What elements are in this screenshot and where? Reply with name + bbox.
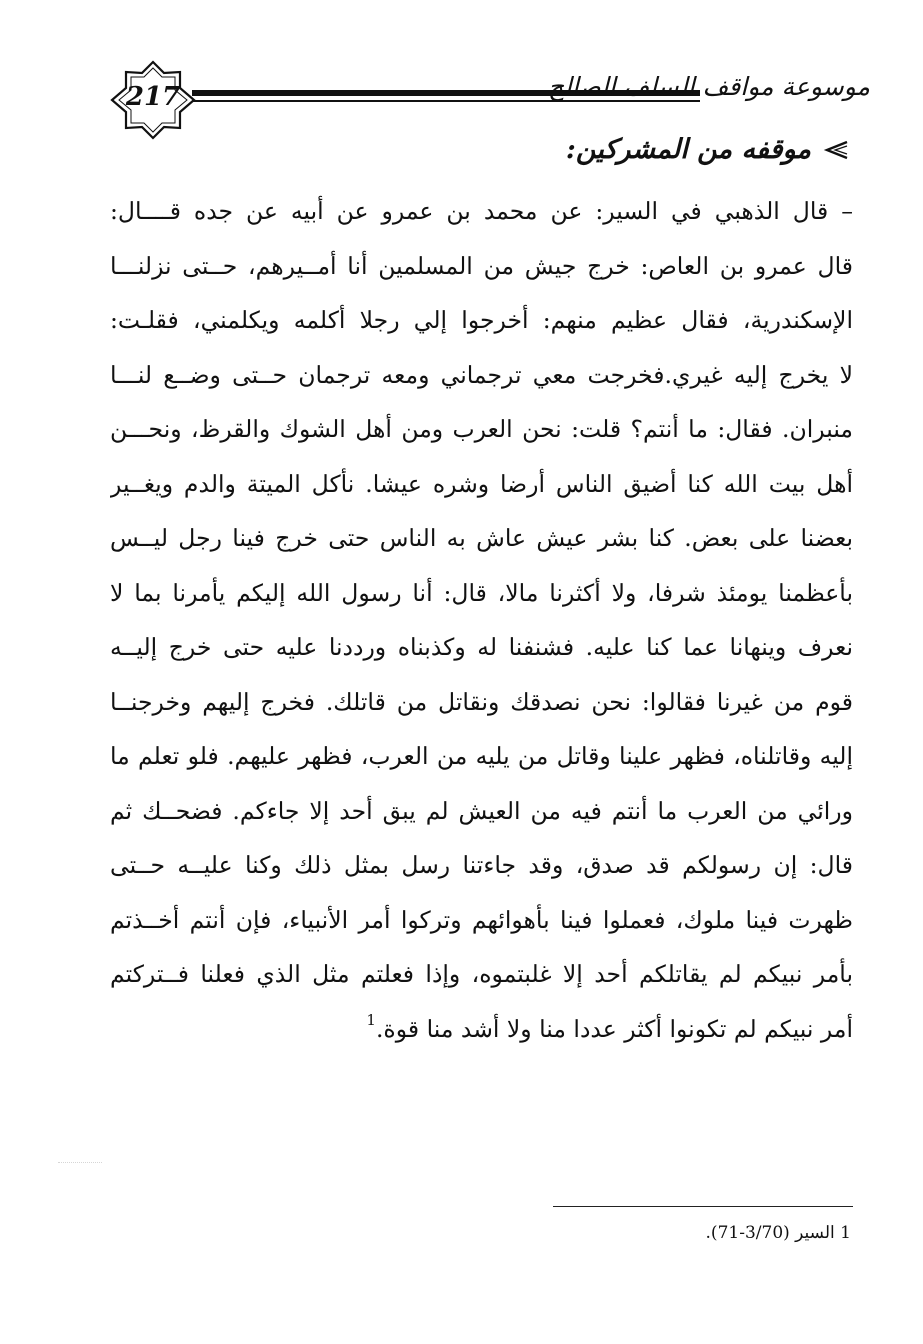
body-line: الإسكندرية، فقال عظيم منهم: أخرجوا إلي رجلا أكلمه ويكلمني، فقلـت: bbox=[110, 306, 853, 334]
body-line: قال: إن رسولكم قد صدق، وقد جاءتنا رسل بمثل ذلك وكنا عليــه حــتى bbox=[110, 851, 853, 879]
body-line: بأمر نبيكم لم يقاتلكم أحد إلا غلبتموه، وإذا فعلتم مثل الذي فعلنا فــتركتم bbox=[110, 960, 853, 988]
section-heading bbox=[566, 134, 849, 165]
body-line: بعضنا على بعض. كنا بشر عيش عاش به الناس حتى خرج فينا رجل ليــس bbox=[110, 524, 853, 552]
body-line: لا يخرج إليه غيري.فخرجت معي ترجماني ومعه ترجمان حــتى وضــع لنـــا bbox=[110, 360, 853, 389]
body-line: قال عمرو بن العاص: خرج جيش من المسلمين أنا أمــيرهم، حــتى نزلنـــا bbox=[110, 251, 853, 280]
body-line: ظهرت فينا ملوك، فعملوا فينا بأهوائهم وتركوا أمر الأنبياء، فإن أنتم أخــذتم bbox=[110, 905, 853, 934]
body-line-last bbox=[110, 1002, 853, 1057]
footnote: 1 السير (3/70-71). bbox=[705, 1223, 851, 1243]
body-line: إليه وقاتلناه، فظهر علينا وقاتل من يليه من العرب، فظهر عليهم. فلو تعلم ما bbox=[110, 742, 853, 770]
running-title: موسوعة مواقف السلف الصالح bbox=[547, 72, 870, 101]
body-line: ورائي من العرب ما أنتم فيه من العيش لم يبق أحد إلا جاءكم. فضحــك ثم bbox=[110, 796, 853, 825]
body-line: أهل بيت الله كنا أضيق الناس أرضا وشره عيشا. نأكل الميتة والدم ويغــير bbox=[110, 469, 853, 498]
page-header bbox=[110, 60, 870, 140]
body-text bbox=[110, 184, 853, 1056]
body-line: نعرف وينهانا عما كنا عليه. فشنفنا له وكذبناه ورددنا عليه حتى خرج إليــه bbox=[110, 633, 853, 661]
page-number: 217 bbox=[125, 82, 181, 112]
body-line: بأعظمنا يومئذ شرفا، ولا أكثرنا مالا، قال: أنا رسول الله إليكم يأمرنا بما لا bbox=[110, 578, 853, 607]
body-line-last-text: أمر نبيكم لم تكونوا أكثر عددا منا ولا أشد منا قوة. bbox=[375, 1014, 853, 1043]
page-number-badge bbox=[110, 60, 196, 140]
footnote-separator bbox=[553, 1206, 853, 1207]
faint-scan-mark bbox=[58, 1162, 102, 1163]
footnote-marker[interactable]: 1 bbox=[366, 1010, 376, 1029]
body-line: قوم من غيرنا فقالوا: نحن نصدقك ونقاتل من قاتلك. فخرج إليهم وخرجنــا bbox=[110, 687, 853, 716]
section-heading-text: موقفه من المشركين: bbox=[565, 134, 811, 165]
body-line: – قال الذهبي في السير: عن محمد بن عمرو عن أبيه عن جده قــــال: bbox=[110, 197, 853, 225]
arrow-bullet-icon bbox=[823, 140, 849, 160]
body-line: منبران. فقال: ما أنتم؟ قلت: نحن العرب ومن أهل الشوك والقرظ، ونحـــن bbox=[110, 415, 853, 443]
